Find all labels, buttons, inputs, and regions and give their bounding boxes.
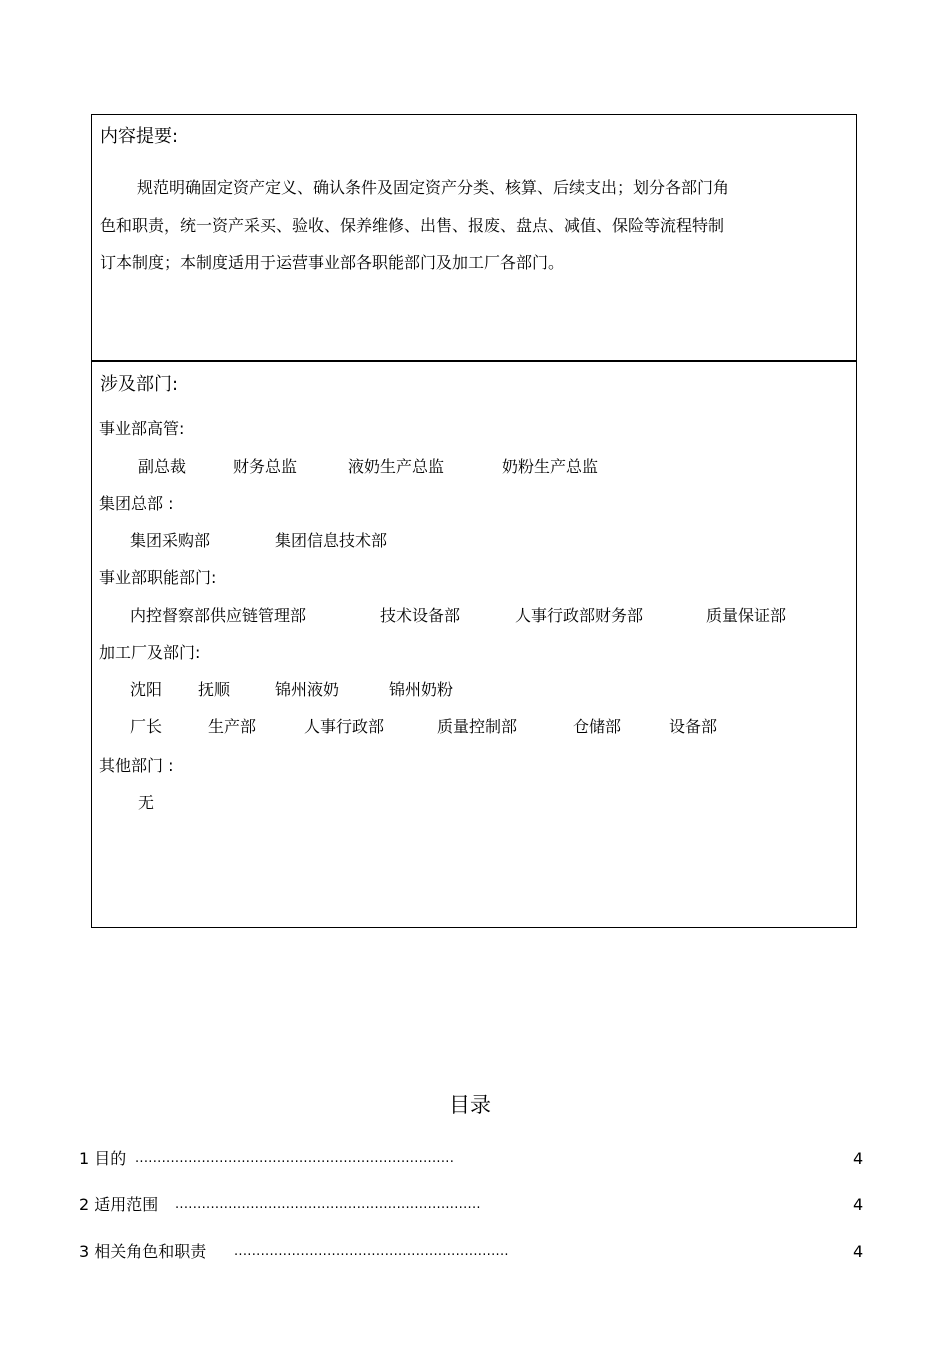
toc-leader-dots: ........................................................................ bbox=[135, 1151, 455, 1166]
department-item: 副总裁 bbox=[138, 457, 187, 476]
department-item: 技术设备部 bbox=[380, 606, 461, 625]
department-item: 生产部 bbox=[208, 717, 257, 736]
department-item: 奶粉生产总监 bbox=[502, 457, 599, 476]
summary-line: 色和职责，统一资产采买、验收、保养维修、出售、报废、盘点、减值、保险等流程特制 bbox=[100, 215, 725, 235]
toc-entry[interactable] bbox=[0, 1148, 950, 1170]
toc-entry[interactable] bbox=[0, 1194, 950, 1216]
department-item: 集团采购部 bbox=[130, 531, 211, 550]
group-label: 事业部职能部门: bbox=[99, 568, 217, 587]
department-item: 质量控制部 bbox=[437, 717, 518, 736]
department-item: 财务总监 bbox=[233, 457, 298, 476]
toc-page-number: 4 bbox=[853, 1195, 864, 1214]
department-item: 质量保证部 bbox=[706, 606, 787, 625]
department-item: 内控督察部供应链管理部 bbox=[130, 606, 307, 625]
group-label: 集团总部 : bbox=[99, 494, 174, 513]
department-item: 液奶生产总监 bbox=[348, 457, 445, 476]
department-item: 无 bbox=[138, 793, 155, 812]
department-item: 锦州液奶 bbox=[275, 680, 340, 699]
summary-line: 规范明确固定资产定义、确认条件及固定资产分类、核算、后续支出；划分各部门角 bbox=[137, 178, 730, 197]
toc-title: 目录 bbox=[449, 1093, 491, 1117]
department-item: 人事行政部 bbox=[304, 717, 385, 736]
department-item: 抚顺 bbox=[198, 680, 231, 699]
summary-box bbox=[91, 114, 857, 362]
group-label: 事业部高管: bbox=[99, 419, 185, 438]
group-label: 其他部门 : bbox=[99, 756, 174, 775]
department-item: 设备部 bbox=[669, 717, 718, 736]
department-item: 厂长 bbox=[130, 717, 163, 736]
department-item: 仓储部 bbox=[573, 717, 622, 736]
summary-paragraph bbox=[100, 169, 800, 282]
toc-entry-label: 3 相关角色和职责 bbox=[79, 1242, 207, 1261]
toc-page-number: 4 bbox=[853, 1242, 864, 1261]
toc-page-number: 4 bbox=[853, 1149, 864, 1168]
department-item: 人事行政部财务部 bbox=[515, 606, 644, 625]
department-item: 沈阳 bbox=[130, 680, 163, 699]
toc-leader-dots: .............................................................. bbox=[234, 1244, 509, 1259]
group-label: 加工厂及部门: bbox=[99, 643, 201, 662]
toc-entry[interactable] bbox=[0, 1241, 950, 1263]
summary-heading: 内容提要: bbox=[100, 126, 179, 147]
summary-line: 订本制度；本制度适用于运营事业部各职能部门及加工厂各部门。 bbox=[100, 253, 565, 272]
toc-entry-label: 2 适用范围 bbox=[79, 1195, 159, 1214]
departments-heading: 涉及部门: bbox=[100, 374, 179, 395]
toc-leader-dots: ..................................................................... bbox=[175, 1197, 481, 1212]
department-item: 锦州奶粉 bbox=[389, 680, 454, 699]
department-item: 集团信息技术部 bbox=[275, 531, 388, 550]
toc-entry-label: 1 目的 bbox=[79, 1149, 127, 1168]
departments-box bbox=[91, 360, 857, 928]
